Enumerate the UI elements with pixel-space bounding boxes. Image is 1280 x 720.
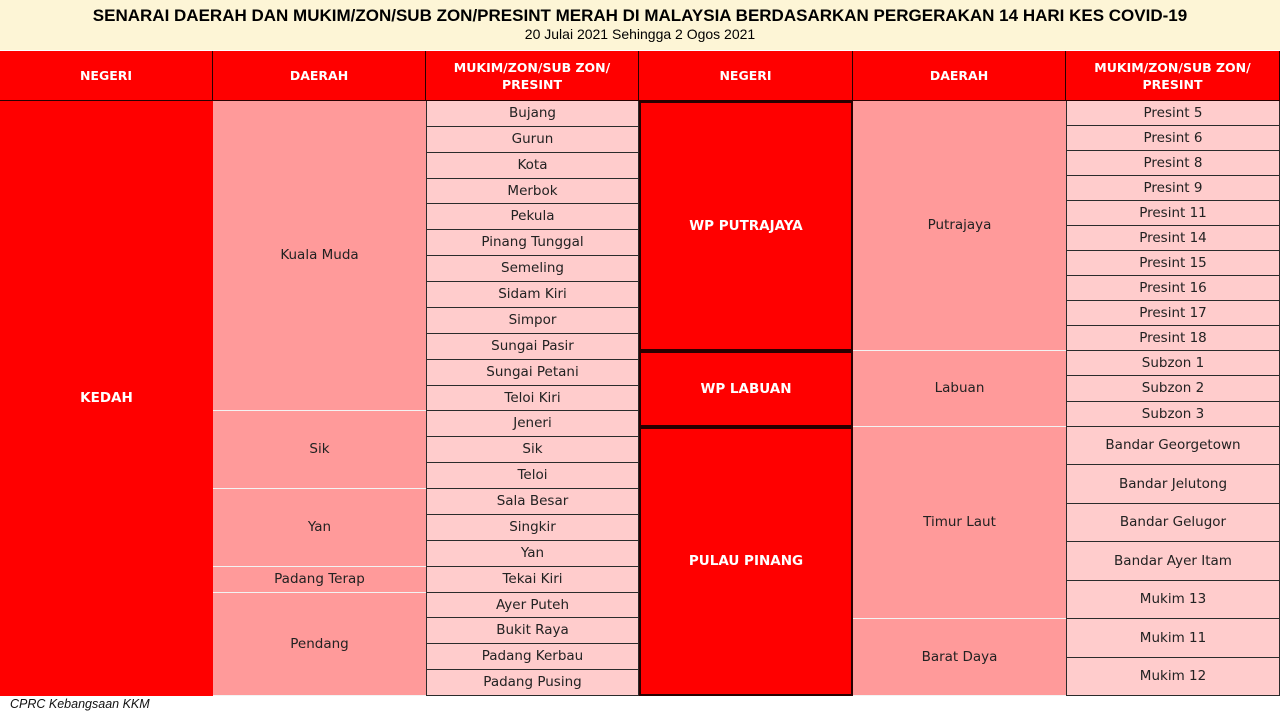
mukim-cell: Jeneri (426, 411, 639, 437)
negeri-cell: WP PUTRAJAYA (639, 101, 853, 351)
daerah-cell: Putrajaya (853, 101, 1066, 351)
column-header-daerah-right: DAERAH (853, 51, 1066, 101)
mukim-cell: Pinang Tunggal (426, 230, 639, 256)
mukim-cell: Presint 17 (1066, 301, 1280, 326)
mukim-cell: Bandar Jelutong (1066, 465, 1280, 504)
mukim-cell: Bujang (426, 101, 639, 127)
mukim-cell: Subzon 3 (1066, 402, 1280, 427)
mukim-cell: Sidam Kiri (426, 282, 639, 308)
mukim-cell: Presint 9 (1066, 176, 1280, 201)
column-header-mukim-right (1066, 51, 1280, 101)
mukim-cell: Gurun (426, 127, 639, 153)
mukim-cell: Mukim 11 (1066, 619, 1280, 658)
column-header-mukim-line2: PRESINT (502, 76, 562, 92)
mukim-cell: Singkir (426, 515, 639, 541)
mukim-cell: Ayer Puteh (426, 593, 639, 618)
column-header-negeri-left: NEGERI (0, 51, 213, 101)
mukim-cell: Mukim 13 (1066, 581, 1280, 619)
mukim-cell: Presint 5 (1066, 101, 1280, 126)
mukim-cell: Yan (426, 541, 639, 567)
mukim-cell: Presint 16 (1066, 276, 1280, 301)
column-header-daerah-left: DAERAH (213, 51, 426, 101)
mukim-cell: Sungai Pasir (426, 334, 639, 360)
mukim-cell: Presint 6 (1066, 126, 1280, 151)
daerah-cell: Kuala Muda (213, 101, 426, 411)
mukim-cell: Semeling (426, 256, 639, 282)
negeri-cell: KEDAH (0, 101, 213, 696)
mukim-cell: Tekai Kiri (426, 567, 639, 593)
page-subtitle: 20 Julai 2021 Sehingga 2 Ogos 2021 (524, 26, 756, 42)
mukim-cell: Mukim 12 (1066, 658, 1280, 696)
negeri-cell: PULAU PINANG (639, 427, 853, 696)
mukim-cell: Sik (426, 437, 639, 463)
daerah-cell: Pendang (213, 593, 426, 696)
column-header-mukim-line1: MUKIM/ZON/SUB ZON/ (1094, 59, 1251, 75)
mukim-cell: Subzon 2 (1066, 376, 1280, 402)
column-header-mukim-left (426, 51, 639, 101)
mukim-cell: Presint 18 (1066, 326, 1280, 351)
mukim-cell: Kota (426, 153, 639, 179)
daerah-cell: Yan (213, 489, 426, 567)
column-header-mukim-line2: PRESINT (1142, 76, 1203, 92)
mukim-cell: Bukit Raya (426, 618, 639, 644)
daerah-cell: Barat Daya (853, 619, 1066, 696)
column-header-mukim-line1: MUKIM/ZON/SUB ZON/ (453, 59, 611, 75)
mukim-cell: Merbok (426, 179, 639, 204)
page-title: SENARAI DAERAH DAN MUKIM/ZON/SUB ZON/PRESINT MERAH DI MALAYSIA BERDASARKAN PERGERAKAN 14 HARI KES COVID-19 (92, 6, 1188, 25)
daerah-cell: Sik (213, 411, 426, 489)
mukim-cell: Pekula (426, 204, 639, 230)
mukim-cell: Teloi Kiri (426, 386, 639, 411)
mukim-cell: Simpor (426, 308, 639, 334)
mukim-cell: Padang Pusing (426, 670, 639, 696)
mukim-cell: Presint 11 (1066, 201, 1280, 226)
negeri-cell: WP LABUAN (639, 351, 853, 427)
daerah-cell: Labuan (853, 351, 1066, 427)
mukim-cell: Teloi (426, 463, 639, 489)
mukim-cell: Presint 15 (1066, 251, 1280, 276)
footer-source: CPRC Kebangsaan KKM (10, 697, 150, 711)
mukim-cell: Bandar Ayer Itam (1066, 542, 1280, 581)
daerah-cell: Padang Terap (213, 567, 426, 593)
mukim-cell: Bandar Georgetown (1066, 427, 1280, 465)
mukim-cell: Sala Besar (426, 489, 639, 515)
mukim-cell: Subzon 1 (1066, 351, 1280, 376)
mukim-cell: Padang Kerbau (426, 644, 639, 670)
daerah-cell: Timur Laut (853, 427, 1066, 619)
mukim-cell: Presint 8 (1066, 151, 1280, 176)
column-header-negeri-right: NEGERI (639, 51, 853, 101)
mukim-cell: Bandar Gelugor (1066, 504, 1280, 542)
mukim-cell: Presint 14 (1066, 226, 1280, 251)
mukim-cell: Sungai Petani (426, 360, 639, 386)
